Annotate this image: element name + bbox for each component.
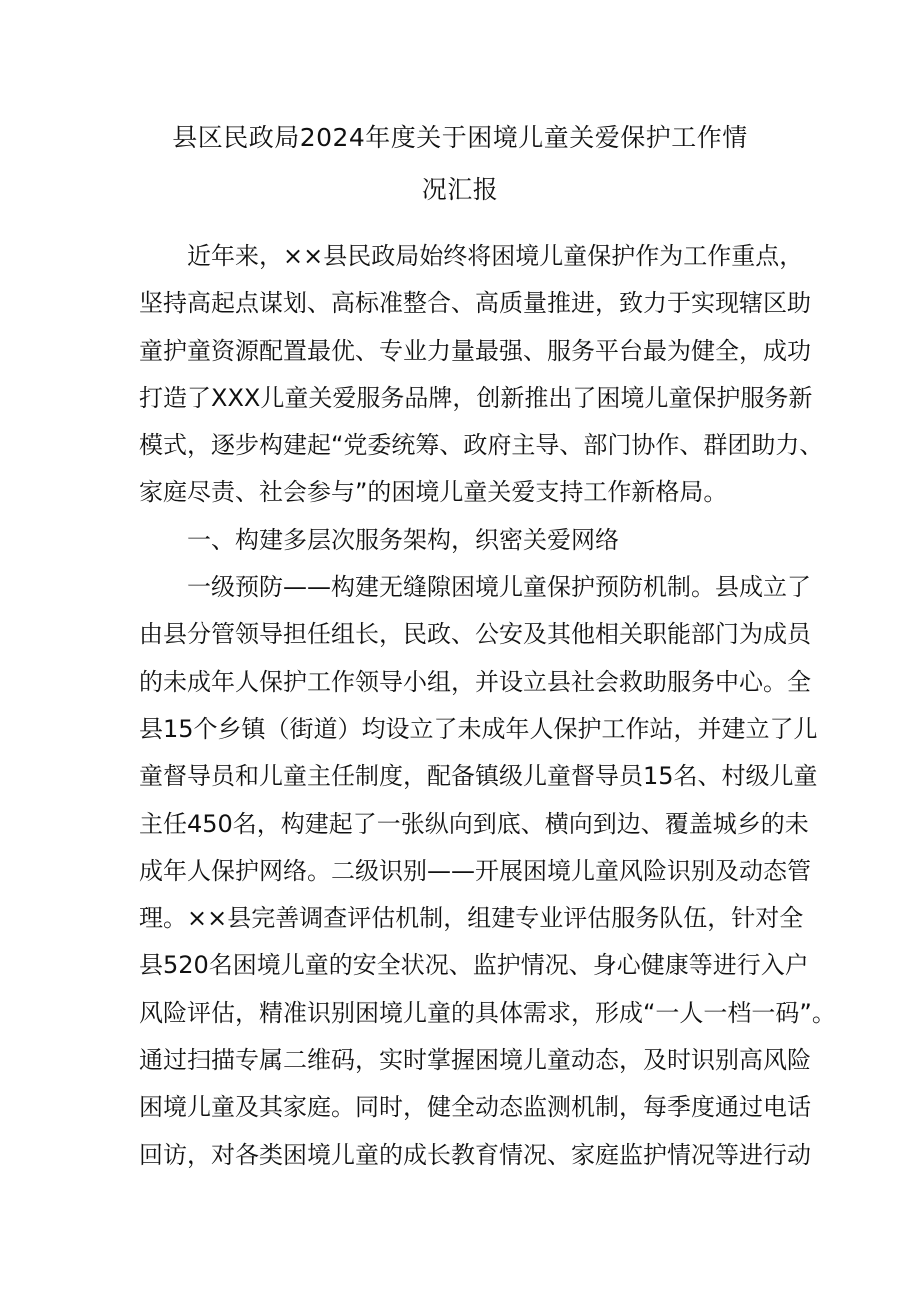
title-line-2: 况汇报 bbox=[421, 175, 499, 204]
title-line-1: 县区民政局2024年度关于困境儿童关爱保护工作情 bbox=[172, 123, 748, 152]
paragraph-section1-line-12: 困境儿童及其家庭。同时，健全动态监测机制，每季度通过电话 bbox=[139, 1093, 811, 1122]
paragraph-intro-line-1: 近年来，××县民政局始终将困境儿童保护作为工作重点， bbox=[187, 242, 804, 270]
paragraph-section1-line-3: 的未成年人保护工作领导小组，并设立县社会救助服务中心。全 bbox=[139, 667, 811, 696]
paragraph-section1-line-9: 县520名困境儿童的安全状况、监护情况、身心健康等进行入户 bbox=[139, 951, 809, 980]
paragraph-intro-line-3: 童护童资源配置最优、专业力量最强、服务平台最为健全，成功 bbox=[139, 336, 811, 365]
paragraph-intro-line-5: 模式，逐步构建起“党委统筹、政府主导、部门协作、群团助力、 bbox=[139, 431, 824, 460]
paragraph-section1-line-4: 县15个乡镇（街道）均设立了未成年人保护工作站，并建立了儿 bbox=[139, 714, 818, 743]
paragraph-section1-line-5: 童督导员和儿童主任制度，配备镇级儿童督导员15名、村级儿童 bbox=[139, 762, 818, 791]
paragraph-section1-line-13: 回访，对各类困境儿童的成长教育情况、家庭监护情况等进行动 bbox=[139, 1140, 811, 1169]
paragraph-section1-line-6: 主任450名，构建起了一张纵向到底、横向到边、覆盖城乡的未 bbox=[139, 809, 809, 838]
paragraph-intro-line-4: 打造了XXX儿童关爱服务品牌，创新推出了困境儿童保护服务新 bbox=[139, 383, 813, 412]
paragraph-section1-line-1: 一级预防——构建无缝隙困境儿童保护预防机制。县成立了 bbox=[187, 573, 811, 602]
paragraph-section1-line-8: 理。××县完善调查评估机制，组建专业评估服务队伍，针对全 bbox=[139, 904, 804, 933]
paragraph-intro-line-6: 家庭尽责、社会参与”的困境儿童关爱支持工作新格局。 bbox=[139, 478, 728, 507]
paragraph-section1-line-2: 由县分管领导担任组长，民政、公安及其他相关职能部门为成员 bbox=[139, 620, 811, 649]
section-heading-1: 一、构建多层次服务架构，织密关爱网络 bbox=[187, 525, 619, 554]
document-body bbox=[139, 233, 836, 1179]
paragraph-intro-line-2: 坚持高起点谋划、高标准整合、高质量推进，致力于实现辖区助 bbox=[139, 289, 811, 318]
document-title bbox=[120, 112, 800, 216]
paragraph-section1-line-7: 成年人保护网络。二级识别——开展困境儿童风险识别及动态管 bbox=[139, 856, 811, 885]
paragraph-section1-line-11: 通过扫描专属二维码，实时掌握困境儿童动态，及时识别高风险 bbox=[139, 1046, 811, 1075]
paragraph-section1-line-10: 风险评估，精准识别困境儿童的具体需求，形成“一人一档一码”。 bbox=[139, 998, 836, 1027]
